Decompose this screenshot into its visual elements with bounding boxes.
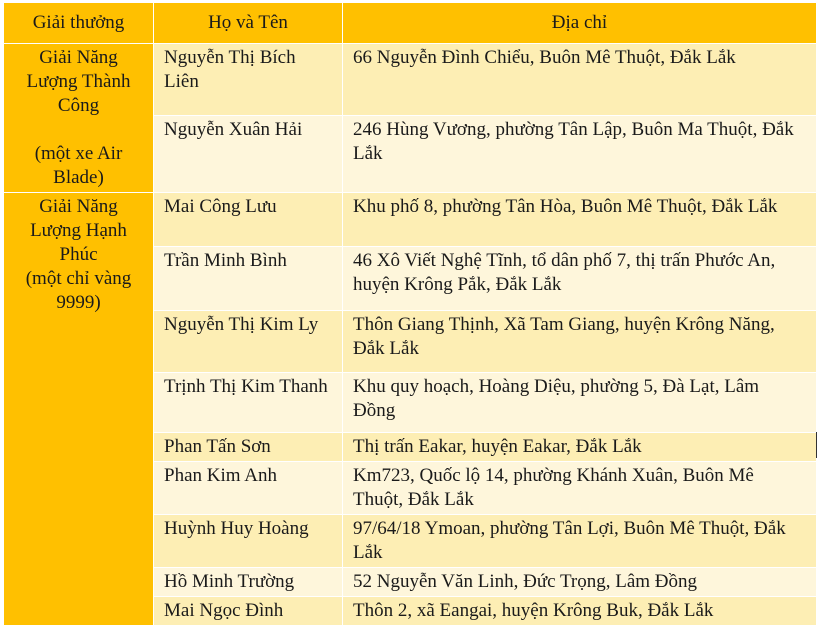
- winner-name: Mai Ngọc Đình: [154, 597, 343, 626]
- header-row: [4, 3, 817, 44]
- table-row: [4, 44, 817, 116]
- winner-address: 246 Hùng Vương, phường Tân Lập, Buôn Ma Thuột, Đắk Lắk: [343, 116, 817, 193]
- prize-text-line: Blade): [53, 167, 104, 188]
- winner-address: Km723, Quốc lộ 14, phường Khánh Xuân, Buôn Mê Thuột, Đắk Lắk: [343, 462, 817, 515]
- prize-text-line: Lượng Hạnh: [30, 220, 127, 241]
- header-name: Họ và Tên: [154, 3, 343, 44]
- winner-address: Thôn 2, xã Eangai, huyện Krông Buk, Đắk Lắk: [343, 597, 817, 626]
- prize-text-line: Giải Năng: [39, 196, 118, 217]
- winner-address: 66 Nguyễn Đình Chiểu, Buôn Mê Thuột, Đắk Lắk: [343, 44, 817, 116]
- winner-address: Thị trấn Eakar, huyện Eakar, Đắk Lắk: [343, 433, 817, 462]
- edge-mark: [816, 432, 817, 458]
- winner-name: Huỳnh Huy Hoàng: [154, 515, 343, 568]
- header-prize: Giải thưởng: [4, 3, 154, 44]
- prize-text-line: Công: [57, 95, 100, 116]
- prize-text-line: (một xe Air: [34, 143, 123, 164]
- winner-name: Phan Tấn Sơn: [154, 433, 343, 462]
- prize-cell-success: [4, 44, 154, 193]
- prize-text-line: Lượng Thành: [26, 71, 131, 92]
- winner-name: Nguyễn Xuân Hải: [154, 116, 343, 193]
- prize-text-line: (một chỉ vàng: [25, 268, 132, 289]
- winner-address: Thôn Giang Thịnh, Xã Tam Giang, huyện Krông Năng, Đắk Lắk: [343, 311, 817, 373]
- winners-table: [3, 2, 817, 626]
- winner-address: 97/64/18 Ymoan, phường Tân Lợi, Buôn Mê Thuột, Đắk Lắk: [343, 515, 817, 568]
- winner-name: Trần Minh Bình: [154, 247, 343, 311]
- winner-name: Hồ Minh Trường: [154, 568, 343, 597]
- prize-text-line: 9999): [56, 292, 101, 313]
- header-address: Địa chỉ: [343, 3, 817, 44]
- prize-cell-happiness: [4, 193, 154, 626]
- winner-name: Trịnh Thị Kim Thanh: [154, 373, 343, 433]
- winner-name: Nguyễn Thị Bích Liên: [154, 44, 343, 116]
- winner-address: Khu phố 8, phường Tân Hòa, Buôn Mê Thuột, Đắk Lắk: [343, 193, 817, 247]
- winner-address: 52 Nguyễn Văn Linh, Đức Trọng, Lâm Đồng: [343, 568, 817, 597]
- winner-name: Mai Công Lưu: [154, 193, 343, 247]
- winner-name: Phan Kim Anh: [154, 462, 343, 515]
- winner-name: Nguyễn Thị Kim Ly: [154, 311, 343, 373]
- prize-spacer: [14, 118, 143, 142]
- prize-text-line: Phúc: [59, 244, 98, 265]
- prize-text-line: Giải Năng: [39, 47, 118, 68]
- winner-address: Khu quy hoạch, Hoàng Diệu, phường 5, Đà Lạt, Lâm Đồng: [343, 373, 817, 433]
- winner-address: 46 Xô Viết Nghệ Tĩnh, tổ dân phố 7, thị trấn Phước An, huyện Krông Pắk, Đắk Lắk: [343, 247, 817, 311]
- table-row: [4, 193, 817, 247]
